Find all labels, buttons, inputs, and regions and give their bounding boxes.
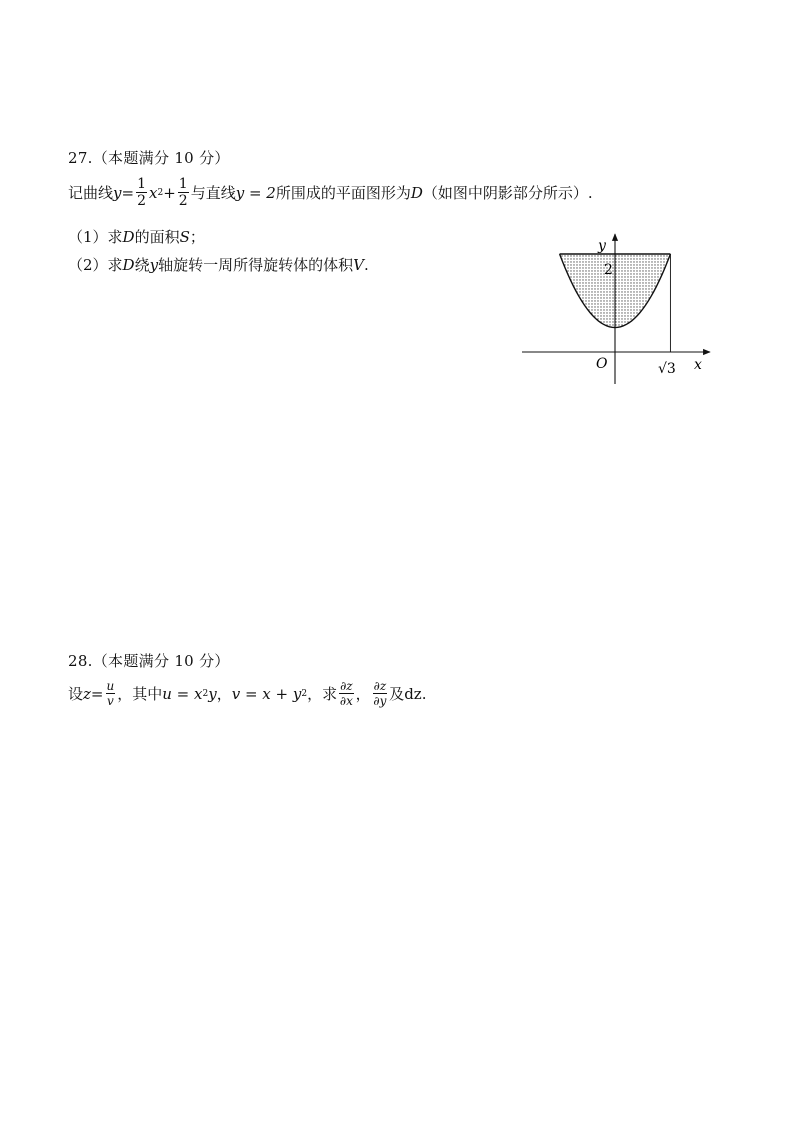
q27-part1-var: D (122, 227, 135, 246)
q28-u-exp: 2 (202, 688, 209, 699)
y-tick-2-label: 2 (604, 262, 613, 278)
q28-v-def-lhs: v = x + y (231, 684, 302, 703)
q28-dz2-num: ∂z (373, 679, 387, 693)
q27-part1-end: ； (189, 228, 205, 246)
q27-part2-mid: 绕 (134, 256, 150, 274)
q28-partial-z-x (339, 680, 354, 707)
region-figure (510, 228, 720, 388)
x-axis-label: x (694, 357, 702, 373)
q27-intro-end: （如图中阴影部分所示）. (422, 184, 593, 202)
q27-part1 (68, 226, 205, 247)
q28-dx-den: ∂x (339, 694, 353, 708)
q28-z: z (83, 684, 91, 703)
q28-pre: 设 (68, 685, 84, 703)
q28-body (68, 680, 426, 707)
q27-frac-den: 2 (137, 193, 146, 209)
q27-fraction-1 (136, 177, 147, 208)
q28-mid1: ，其中 (117, 685, 163, 703)
q27-intro (68, 177, 593, 208)
q27-part2-end: . (363, 255, 369, 274)
q28-u-over-v (106, 680, 116, 707)
q27-part1-mid: 的面积 (134, 228, 180, 246)
x-tick-sqrt3-label: √3 (658, 361, 676, 377)
q27-part2-var: D (122, 255, 135, 274)
q27-part1-S: S (179, 227, 190, 246)
q28-partial-z-y (373, 680, 388, 707)
q27-part2-V: V (353, 255, 364, 274)
y-axis-label: y (598, 238, 606, 254)
q27-exponent: 2 (157, 187, 164, 198)
q27-heading: 27.（本题满分 10 分） (68, 149, 230, 167)
q28-eq: = (90, 684, 104, 703)
q28-heading: 28.（本题满分 10 分） (68, 652, 230, 670)
q28-u-def-lhs: u = x (162, 684, 203, 703)
q28-comma: ， (216, 685, 232, 703)
q27-part2 (68, 254, 369, 275)
q28-dz-total: dz. (404, 684, 427, 703)
q28-mid2: ，求 (307, 685, 338, 703)
q27-fraction-2 (178, 177, 189, 208)
q28-v-exp: 2 (301, 688, 308, 699)
q28-dz-num: ∂z (340, 679, 353, 693)
q27-intro-post: 所围成的平面图形为 (275, 184, 411, 202)
q27-plus: + (163, 183, 176, 202)
q28-v-den: v (106, 694, 114, 708)
q27-frac-num: 1 (137, 176, 146, 192)
q27-y-var: y (113, 183, 122, 202)
q28-u-def-rhs: y (208, 684, 217, 703)
q28-sep: ， (355, 685, 371, 703)
q27-part2-y: y (149, 255, 159, 274)
q27-part2-prefix: （2）求 (68, 256, 123, 274)
q28-u-num: u (106, 679, 115, 693)
q27-eq: = (121, 183, 135, 202)
q28-dy-den: ∂y (373, 694, 387, 708)
origin-label: O (596, 356, 608, 372)
q27-region-var: D (410, 183, 423, 202)
q27-frac2-den: 2 (178, 193, 188, 209)
q27-frac2-num: 1 (178, 176, 188, 192)
q27-intro-mid: 与直线 (190, 184, 236, 202)
q27-part2-mid2: 轴旋转一周所得旋转体的体积 (158, 256, 354, 274)
q27-line-eq: y = 2 (235, 183, 276, 202)
q27-x-var: x (149, 183, 158, 202)
q27-part1-prefix: （1）求 (68, 228, 123, 246)
q28-and: 及 (389, 685, 405, 703)
q27-intro-pre: 记曲线 (68, 184, 114, 202)
